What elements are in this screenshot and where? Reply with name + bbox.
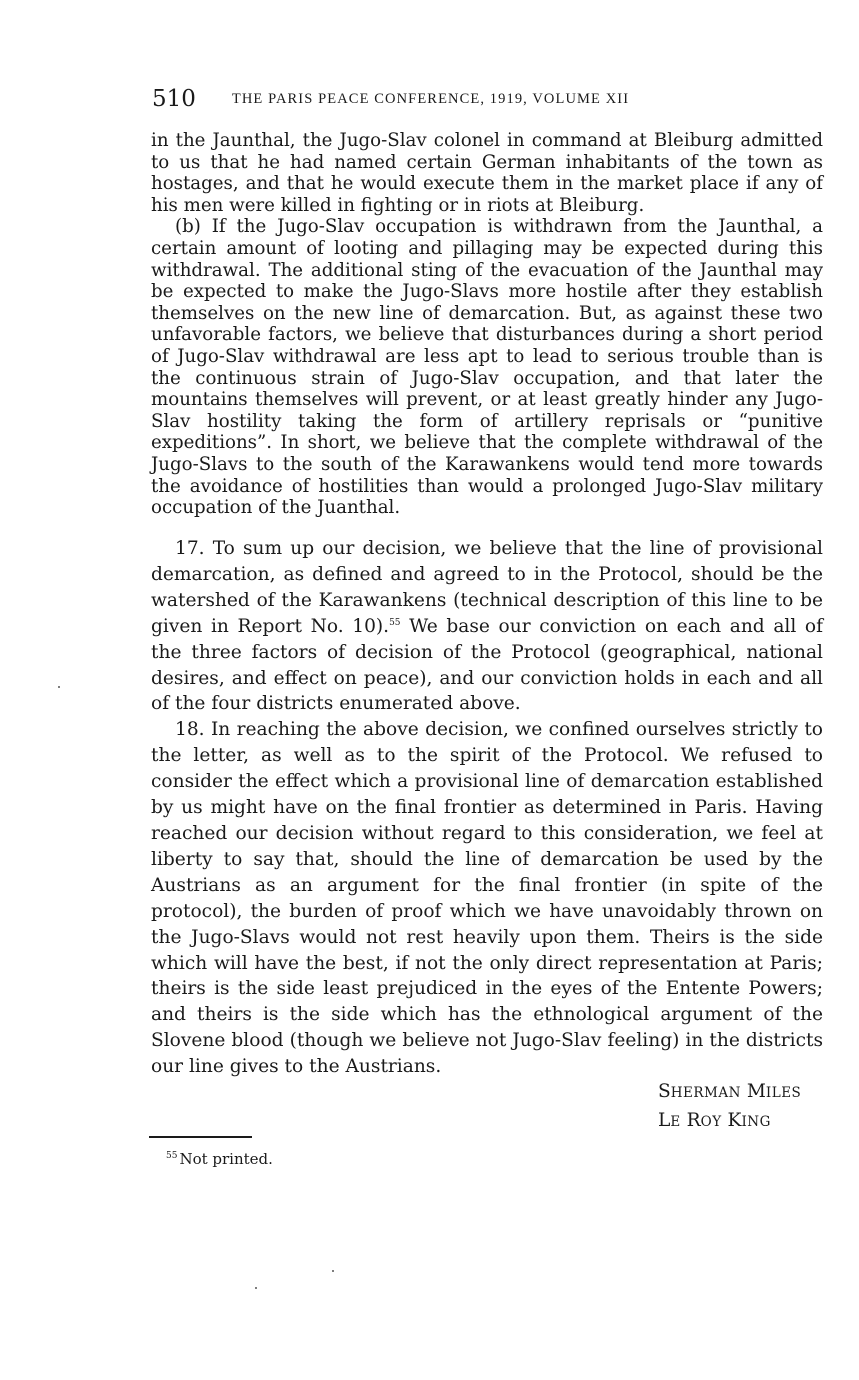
quoted-report-section: [151, 130, 823, 519]
running-title: THE PARIS PEACE CONFERENCE, 1919, VOLUME XII: [231, 91, 630, 107]
page-number: 510: [152, 86, 196, 112]
paragraph-18: 18. In reaching the above decision, we confined ourselves strictly to the letter, as well as to the spirit of the Protocol. We refused to consider the effect which a provisional line of demarcation established by us might have on the final frontier as determined in Paris. Having reached our decision without regard to this consideration, we feel at liberty to say that, should the line of demarcation be used by the Austrians as an argument for the final frontier (in spite of the protocol), the burden of proof which we have unavoidably thrown on the Jugo-Slavs would not rest heavily upon them. Theirs is the side which will have the best, if not the only direct representation at Paris; theirs is the side least prejudiced in the eyes of the Entente Powers; and theirs is the side which has the ethnological argument of the Slovene blood (though we believe not Jugo-Slav feeling) in the districts our line gives to the Austrians.: [151, 719, 823, 1078]
paragraph-continuation: in the Jaunthal, the Jugo-Slav colonel in command at Bleiburg admitted to us that he had named certain German inhabitants of the town as hostages, and that he would execute them in the market place if any of his men were killed in fighting or in riots at Bleiburg.: [151, 130, 823, 216]
signature-le-roy-king: LE ROY KING: [658, 1110, 771, 1131]
paragraph-17: [151, 536, 823, 717]
paragraph-17-text-before-ref: 17. To sum up our decision, we believe that the line of provisional demarcation, as defined and agreed to in the Protocol, should be the watershed of the Karawankens (technical description of this line to be given in Report No. 10).: [151, 538, 823, 637]
scan-speck: [255, 1287, 257, 1289]
main-report-section: [151, 536, 823, 1080]
footnote-marker: 55: [166, 1151, 178, 1161]
page-header: [152, 86, 822, 112]
scan-speck: [58, 686, 60, 688]
footnote-divider: [149, 1136, 252, 1138]
paragraph-17-text-after-ref: We base our conviction on each and all of the three factors of decision of the Protocol (geographical, national desires, and effect on peace), and our conviction holds in each and all of the four districts enumerated above.: [151, 615, 823, 715]
signature-sherman-miles: SHERMAN MILES: [658, 1081, 802, 1102]
footnote-reference-55: 55: [389, 617, 401, 628]
footnote-55: [166, 1150, 273, 1168]
scan-speck: [332, 1270, 334, 1272]
footnote-text: Not printed.: [179, 1150, 273, 1168]
signature-block: [658, 1078, 801, 1136]
paragraph-b: (b) If the Jugo-Slav occupation is withdrawn from the Jaunthal, a certain amount of looting and pillaging may be expected during this withdrawal. The additional sting of the evacuation of the Jaunthal may be expected to make the Jugo-Slavs more hostile after they establish themselves on the new line of demarcation. But, as against these two unfavorable factors, we believe that disturbances during a short period of Jugo-Slav withdrawal are less apt to lead to serious trouble than is the continuous strain of Jugo-Slav occupation, and that later the mountains themselves will prevent, or at least greatly hinder any Jugo-Slav hostility taking the form of artillery reprisals or “punitive expeditions”. In short, we believe that the complete withdrawal of the Jugo-Slavs to the south of the Karawankens would tend more towards the avoidance of hostilities than would a prolonged Jugo-Slav military occupation of the Juanthal.: [151, 216, 823, 519]
